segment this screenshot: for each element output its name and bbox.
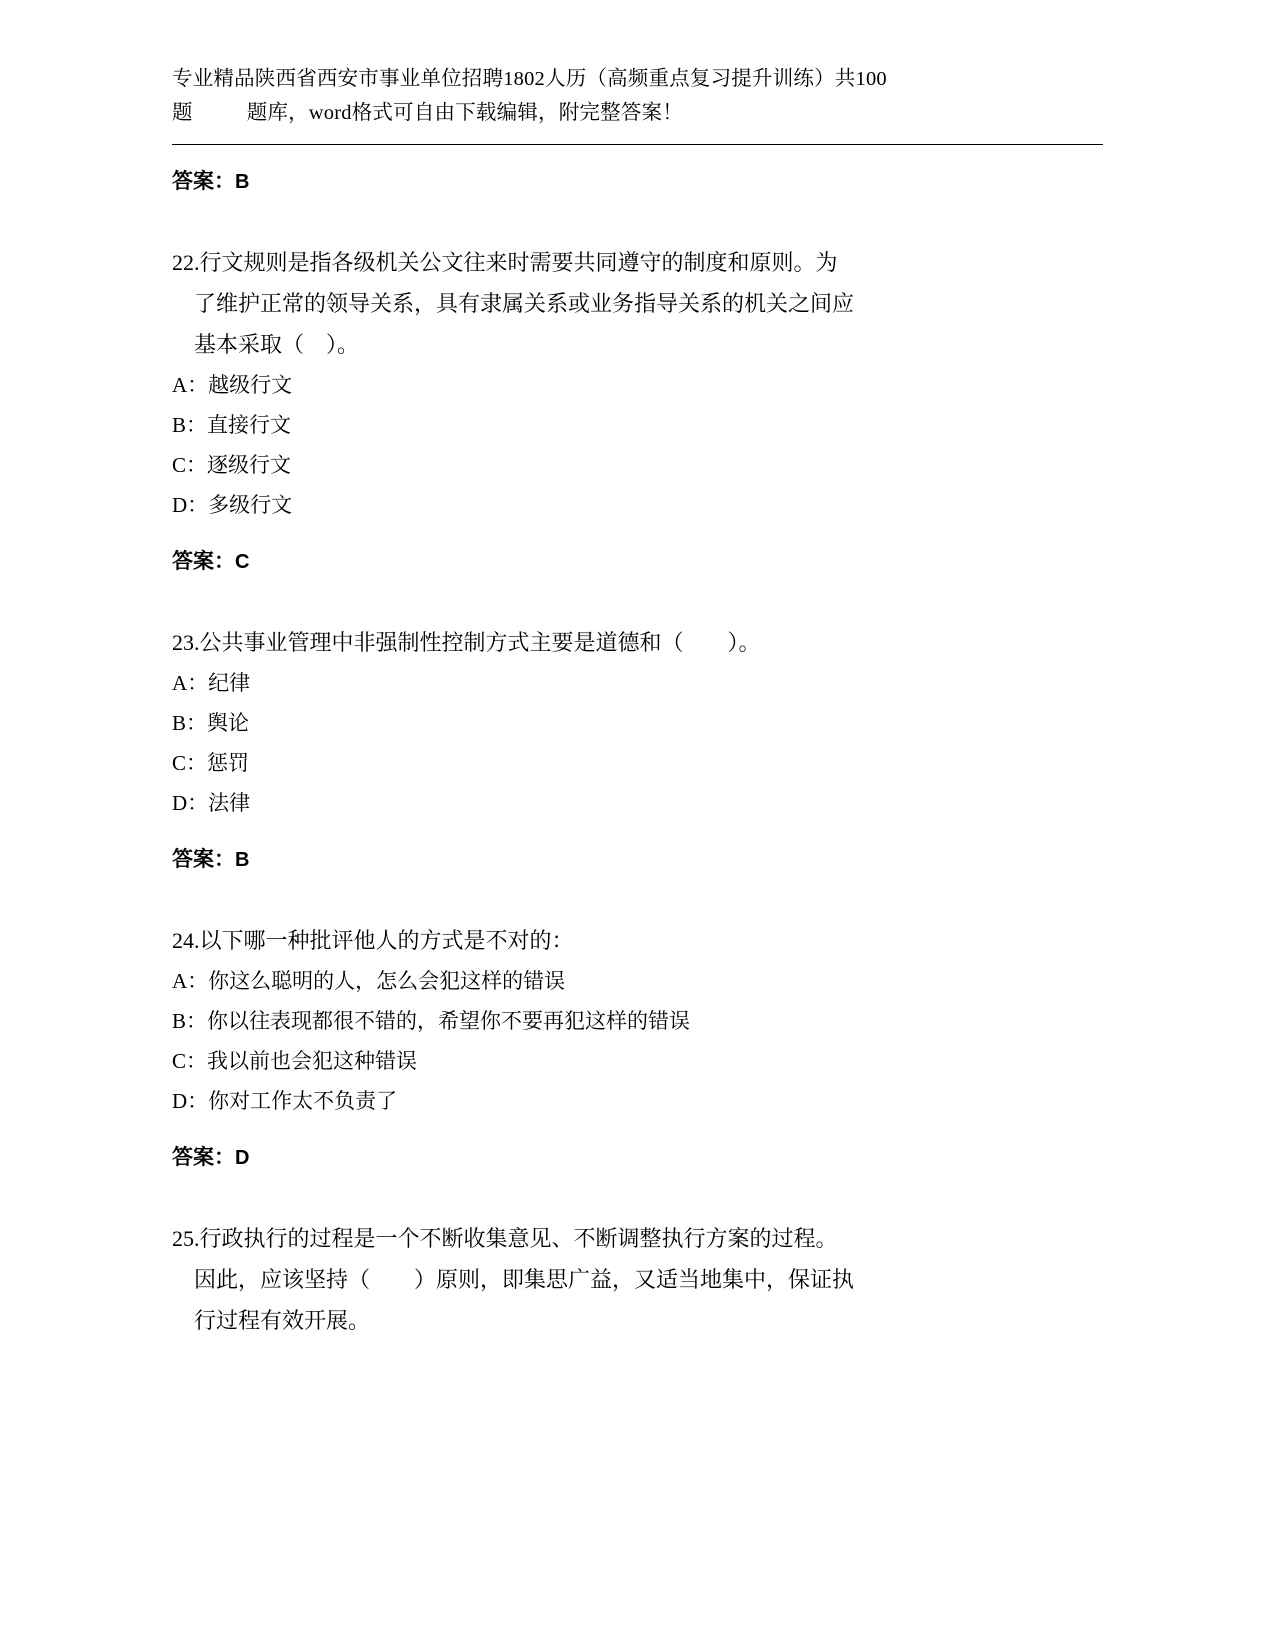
- option-a[interactable]: A：纪律: [172, 671, 251, 695]
- answer-line-previous: [172, 165, 1103, 198]
- question-block: [172, 920, 1103, 1174]
- option-b[interactable]: B：你以往表现都很不错的，希望你不要再犯这样的错误: [172, 1009, 691, 1033]
- question-number: 22.: [172, 250, 200, 275]
- option-d[interactable]: D：你对工作太不负责了: [172, 1089, 398, 1113]
- answer-value: B: [235, 849, 250, 871]
- answer-label: 答案：: [172, 1145, 235, 1169]
- header-line-2-prefix: 题: [172, 102, 193, 124]
- answer-label: 答案：: [172, 169, 235, 193]
- question-stem-line: [172, 1218, 1103, 1259]
- question-stem-line: [172, 920, 1103, 961]
- question-stem-text: 行政执行的过程是一个不断收集意见、不断调整执行方案的过程。: [199, 1226, 838, 1251]
- answer-value: C: [235, 551, 250, 573]
- question-number: 24.: [172, 928, 200, 953]
- answer-label: 答案：: [172, 549, 235, 573]
- answer-value: D: [235, 1147, 250, 1169]
- header-divider: [172, 144, 1103, 145]
- header-line-1: 专业精品陕西省西安市事业单位招聘1802人历（高频重点复习提升训练）共100: [172, 68, 887, 90]
- option-c[interactable]: C：逐级行文: [172, 453, 292, 477]
- question-stem-line: 因此，应该坚持（ ）原则，即集思广益，又适当地集中，保证执: [194, 1267, 855, 1292]
- question-stem-text: 行文规则是指各级机关公文往来时需要共同遵守的制度和原则。为: [199, 250, 838, 275]
- question-stem: [172, 242, 1103, 365]
- question-stem-text: 以下哪一种批评他人的方式是不对的：: [199, 928, 574, 953]
- option-c[interactable]: C：我以前也会犯这种错误: [172, 1049, 418, 1073]
- option-b[interactable]: B：舆论: [172, 711, 250, 735]
- question-stem-line: 行过程有效开展。: [194, 1308, 371, 1333]
- answer-line: [172, 545, 1103, 578]
- option-b[interactable]: B：直接行文: [172, 413, 292, 437]
- answer-line: [172, 843, 1103, 876]
- answer-line: [172, 1141, 1103, 1174]
- option-a[interactable]: A：越级行文: [172, 373, 293, 397]
- question-block: [172, 1218, 1103, 1341]
- question-stem: [172, 920, 1103, 961]
- question-stem-line: 基本采取（ ）。: [194, 332, 360, 357]
- option-d[interactable]: D：法律: [172, 791, 251, 815]
- header-line-2: 题库，word格式可自由下载编辑，附完整答案！: [246, 102, 683, 124]
- page-header: [172, 62, 1103, 130]
- question-stem-line: 了维护正常的领导关系，具有隶属关系或业务指导关系的机关之间应: [194, 291, 855, 316]
- option-d[interactable]: D：多级行文: [172, 493, 293, 517]
- option-c[interactable]: C：惩罚: [172, 751, 250, 775]
- question-stem: [172, 622, 1103, 663]
- question-block: [172, 622, 1103, 876]
- question-stem-line: [172, 622, 1103, 663]
- question-number: 23.: [172, 630, 200, 655]
- question-stem-line: [172, 242, 1103, 283]
- answer-label: 答案：: [172, 847, 235, 871]
- question-stem: [172, 1218, 1103, 1341]
- question-number: 25.: [172, 1226, 200, 1251]
- answer-value: B: [235, 171, 250, 193]
- question-stem-text: 公共事业管理中非强制性控制方式主要是道德和（ ）。: [199, 630, 761, 655]
- question-block: [172, 242, 1103, 578]
- option-a[interactable]: A：你这么聪明的人，怎么会犯这样的错误: [172, 969, 566, 993]
